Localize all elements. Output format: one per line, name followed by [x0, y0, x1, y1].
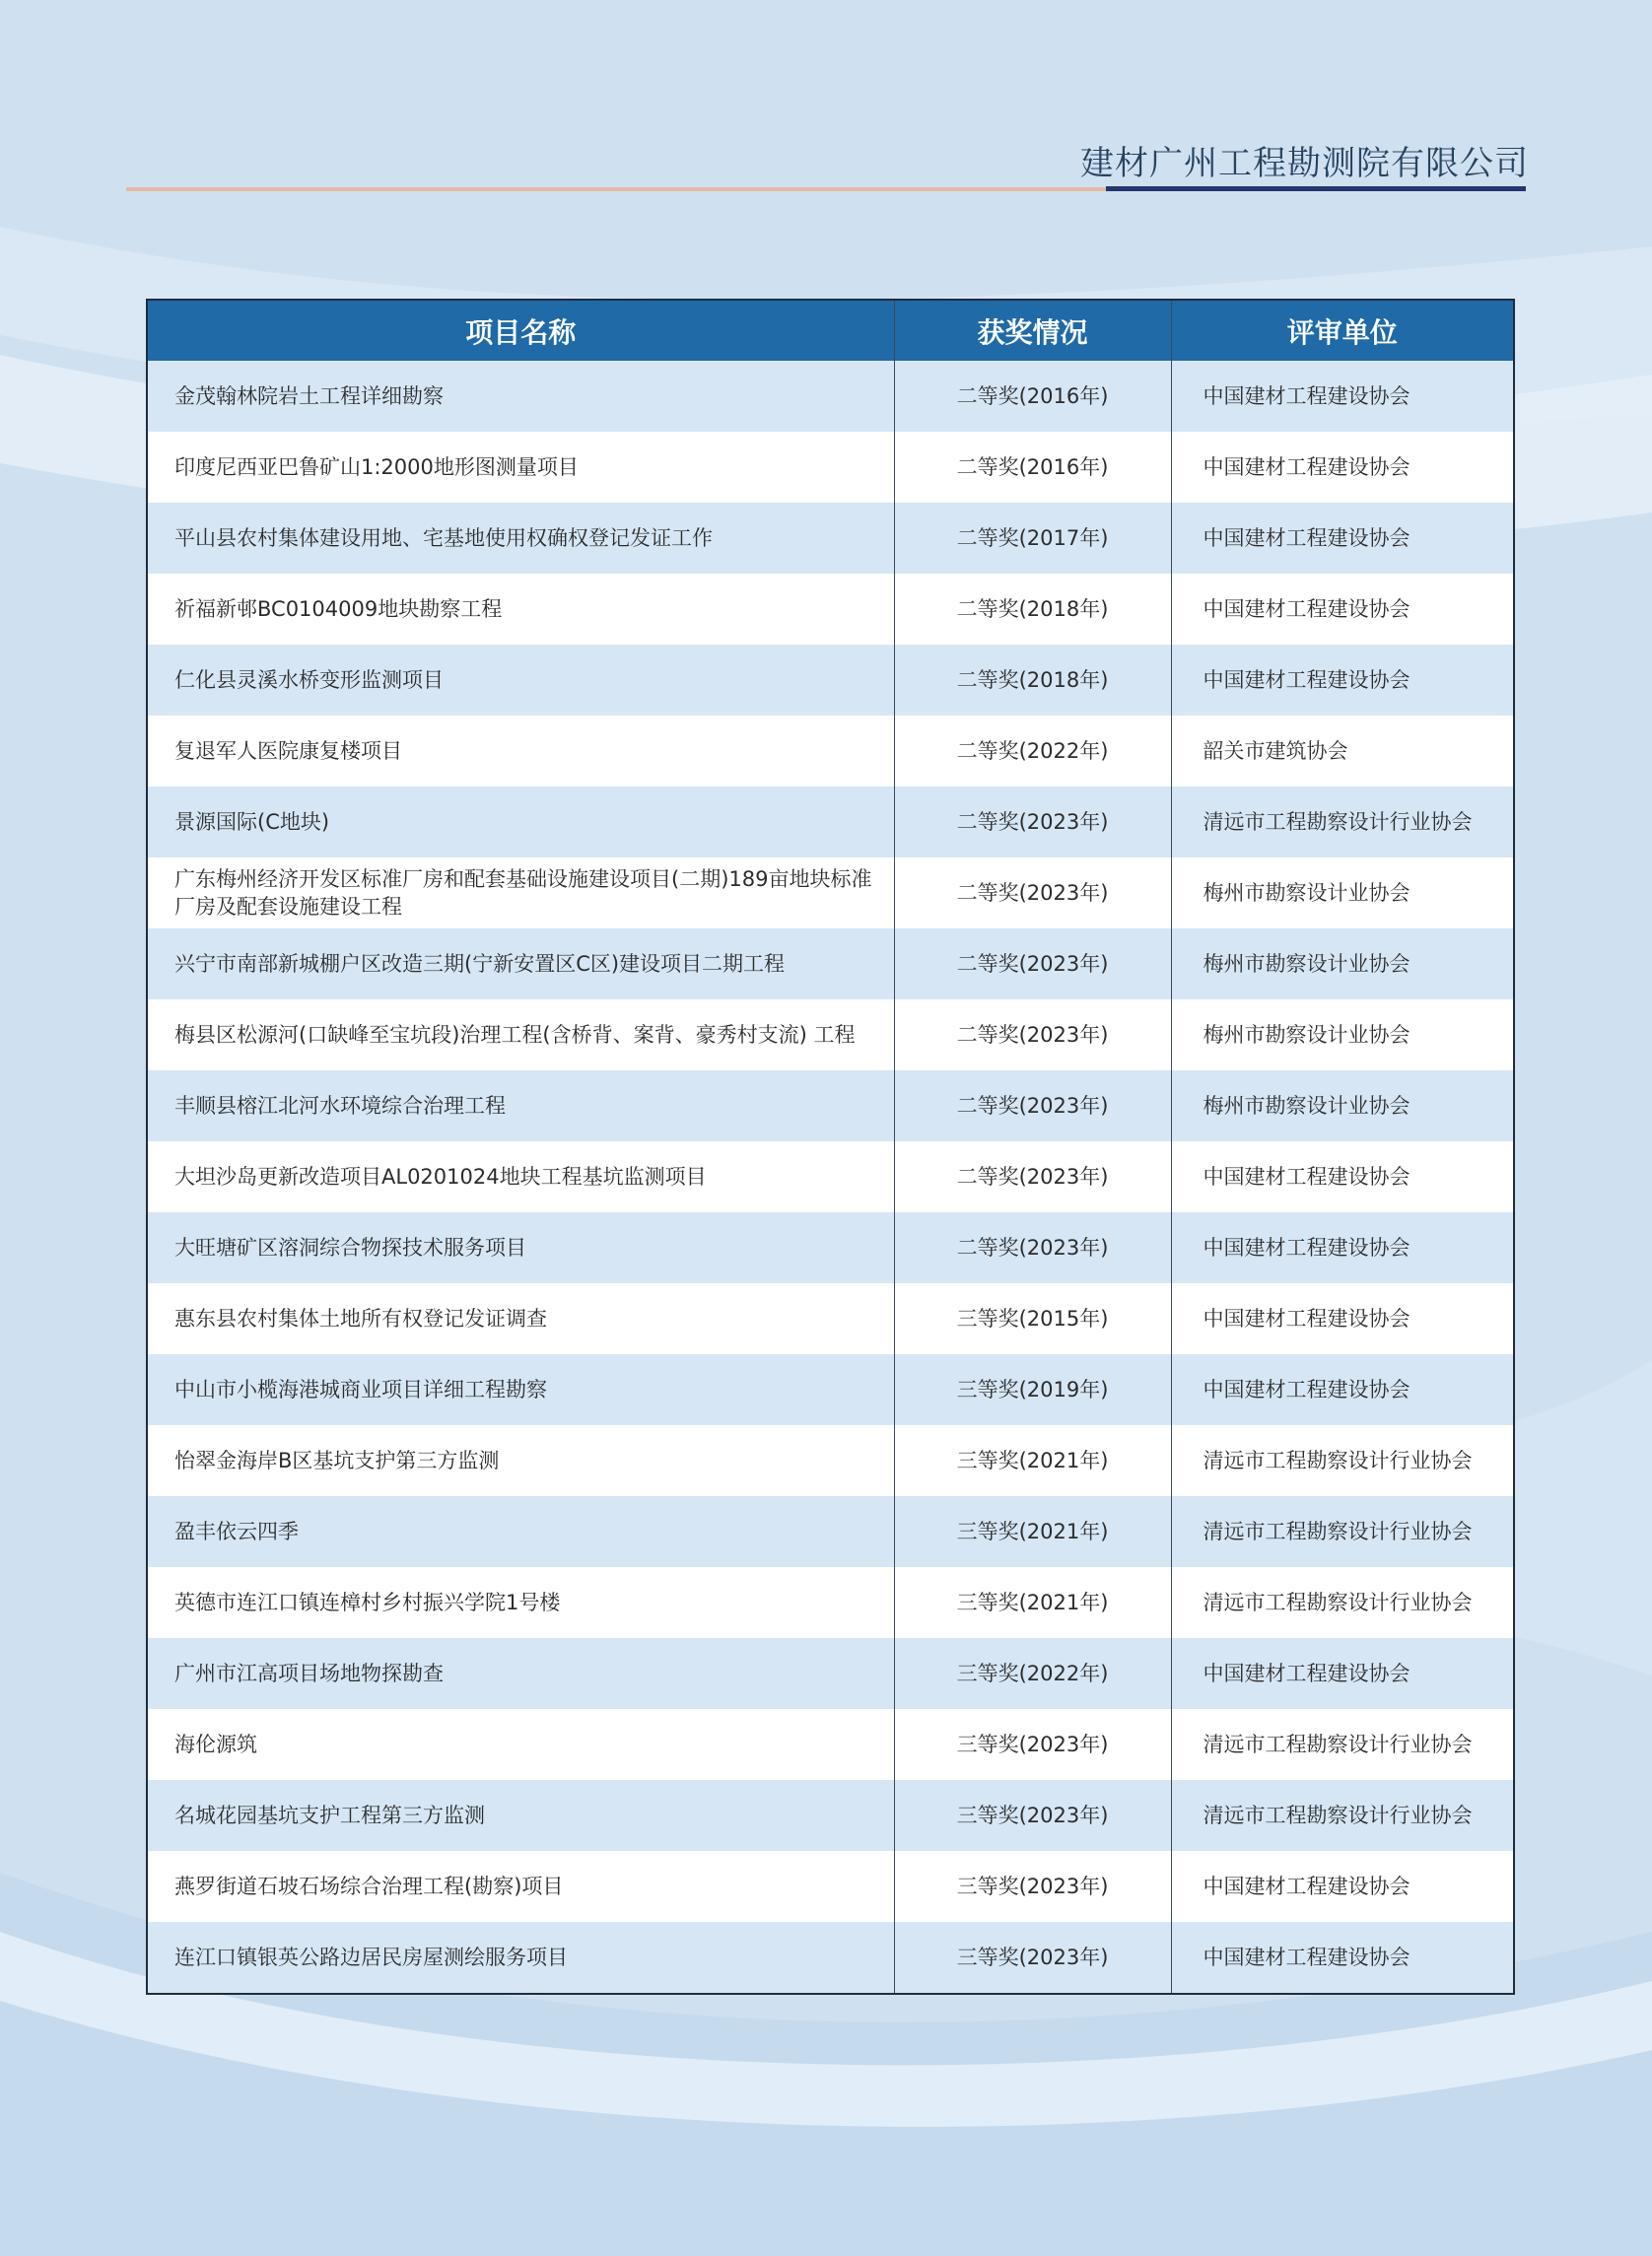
award-cell: 三等奖(2021年): [894, 1425, 1171, 1496]
project-name-cell: 复退军人医院康复楼项目: [147, 716, 894, 786]
table-row: [147, 1425, 1514, 1496]
project-name-cell: 怡翠金海岸B区基坑支护第三方监测: [147, 1425, 894, 1496]
review-unit-cell: 中国建材工程建设协会: [1171, 361, 1514, 432]
award-cell: 三等奖(2015年): [894, 1283, 1171, 1354]
project-name-cell: 仁化县灵溪水桥变形监测项目: [147, 645, 894, 716]
project-name-cell: 海伦源筑: [147, 1709, 894, 1780]
table-row: [147, 1070, 1514, 1141]
review-unit-cell: 中国建材工程建设协会: [1171, 1354, 1514, 1425]
table-row: [147, 999, 1514, 1070]
awards-table: [146, 299, 1515, 1995]
table-row: [147, 1922, 1514, 1994]
review-unit-cell: 中国建材工程建设协会: [1171, 645, 1514, 716]
award-cell: 二等奖(2023年): [894, 1212, 1171, 1283]
award-cell: 三等奖(2021年): [894, 1567, 1171, 1638]
header-review-unit: 评审单位: [1171, 300, 1514, 361]
table-row: [147, 645, 1514, 716]
award-cell: 二等奖(2023年): [894, 786, 1171, 857]
review-unit-cell: 中国建材工程建设协会: [1171, 1212, 1514, 1283]
table-row: [147, 1212, 1514, 1283]
project-name-cell: 英德市连江口镇连樟村乡村振兴学院1号楼: [147, 1567, 894, 1638]
table-row: [147, 1638, 1514, 1709]
table-row: [147, 857, 1514, 928]
award-cell: 二等奖(2023年): [894, 928, 1171, 999]
award-cell: 二等奖(2023年): [894, 1070, 1171, 1141]
review-unit-cell: 清远市工程勘察设计行业协会: [1171, 786, 1514, 857]
table-row: [147, 1496, 1514, 1567]
project-name-cell: 大旺塘矿区溶洞综合物探技术服务项目: [147, 1212, 894, 1283]
project-name-cell: 中山市小榄海港城商业项目详细工程勘察: [147, 1354, 894, 1425]
review-unit-cell: 梅州市勘察设计业协会: [1171, 857, 1514, 928]
header-award: 获奖情况: [894, 300, 1171, 361]
award-cell: 二等奖(2023年): [894, 999, 1171, 1070]
review-unit-cell: 梅州市勘察设计业协会: [1171, 928, 1514, 999]
project-name-cell: 印度尼西亚巴鲁矿山1:2000地形图测量项目: [147, 432, 894, 503]
header-project-name: 项目名称: [147, 300, 894, 361]
table-row: [147, 1709, 1514, 1780]
table-row: [147, 1141, 1514, 1212]
project-name-cell: 惠东县农村集体土地所有权登记发证调查: [147, 1283, 894, 1354]
award-cell: 二等奖(2016年): [894, 361, 1171, 432]
award-cell: 三等奖(2022年): [894, 1638, 1171, 1709]
project-name-cell: 平山县农村集体建设用地、宅基地使用权确权登记发证工作: [147, 503, 894, 574]
company-name: 建材广州工程勘测院有限公司: [1080, 144, 1529, 183]
award-cell: 二等奖(2016年): [894, 432, 1171, 503]
table-row: [147, 1354, 1514, 1425]
table-row: [147, 716, 1514, 786]
project-name-cell: 兴宁市南部新城棚户区改造三期(宁新安置区C区)建设项目二期工程: [147, 928, 894, 999]
table-row: [147, 1780, 1514, 1851]
project-name-cell: 梅县区松源河(口缺峰至宝坑段)治理工程(含桥背、案背、豪秀村支流) 工程: [147, 999, 894, 1070]
project-name-cell: 丰顺县榕江北河水环境综合治理工程: [147, 1070, 894, 1141]
review-unit-cell: 中国建材工程建设协会: [1171, 1141, 1514, 1212]
table-row: [147, 503, 1514, 574]
project-name-cell: 大坦沙岛更新改造项目AL0201024地块工程基坑监测项目: [147, 1141, 894, 1212]
project-name-cell: 连江口镇银英公路边居民房屋测绘服务项目: [147, 1922, 894, 1994]
award-cell: 二等奖(2018年): [894, 645, 1171, 716]
table-row: [147, 574, 1514, 645]
review-unit-cell: 中国建材工程建设协会: [1171, 432, 1514, 503]
table-row: [147, 361, 1514, 432]
award-cell: 三等奖(2023年): [894, 1922, 1171, 1994]
award-cell: 二等奖(2017年): [894, 503, 1171, 574]
table-row: [147, 432, 1514, 503]
award-cell: 三等奖(2023年): [894, 1780, 1171, 1851]
review-unit-cell: 中国建材工程建设协会: [1171, 574, 1514, 645]
table-row: [147, 786, 1514, 857]
award-cell: 三等奖(2023年): [894, 1851, 1171, 1922]
award-cell: 三等奖(2023年): [894, 1709, 1171, 1780]
review-unit-cell: 中国建材工程建设协会: [1171, 1851, 1514, 1922]
review-unit-cell: 清远市工程勘察设计行业协会: [1171, 1425, 1514, 1496]
table-header-row: [147, 300, 1514, 361]
review-unit-cell: 梅州市勘察设计业协会: [1171, 1070, 1514, 1141]
project-name-cell: 盈丰依云四季: [147, 1496, 894, 1567]
project-name-cell: 燕罗街道石坡石场综合治理工程(勘察)项目: [147, 1851, 894, 1922]
table-row: [147, 928, 1514, 999]
table-row: [147, 1851, 1514, 1922]
project-name-cell: 祈福新邨BC0104009地块勘察工程: [147, 574, 894, 645]
award-cell: 二等奖(2022年): [894, 716, 1171, 786]
table-row: [147, 1283, 1514, 1354]
award-cell: 二等奖(2023年): [894, 857, 1171, 928]
award-cell: 二等奖(2023年): [894, 1141, 1171, 1212]
review-unit-cell: 清远市工程勘察设计行业协会: [1171, 1496, 1514, 1567]
award-cell: 二等奖(2018年): [894, 574, 1171, 645]
review-unit-cell: 中国建材工程建设协会: [1171, 1283, 1514, 1354]
review-unit-cell: 中国建材工程建设协会: [1171, 503, 1514, 574]
award-cell: 三等奖(2019年): [894, 1354, 1171, 1425]
review-unit-cell: 梅州市勘察设计业协会: [1171, 999, 1514, 1070]
project-name-cell: 名城花园基坑支护工程第三方监测: [147, 1780, 894, 1851]
review-unit-cell: 中国建材工程建设协会: [1171, 1922, 1514, 1994]
review-unit-cell: 清远市工程勘察设计行业协会: [1171, 1709, 1514, 1780]
review-unit-cell: 中国建材工程建设协会: [1171, 1638, 1514, 1709]
header-rule-right: [1106, 186, 1526, 191]
project-name-cell: 景源国际(C地块): [147, 786, 894, 857]
review-unit-cell: 清远市工程勘察设计行业协会: [1171, 1567, 1514, 1638]
project-name-cell: 广东梅州经济开发区标准厂房和配套基础设施建设项目(二期)189亩地块标准厂房及配套设施建设工程: [147, 857, 894, 928]
review-unit-cell: 韶关市建筑协会: [1171, 716, 1514, 786]
table-row: [147, 1567, 1514, 1638]
header-rule-left: [126, 187, 1106, 191]
project-name-cell: 广州市江高项目场地物探勘查: [147, 1638, 894, 1709]
award-cell: 三等奖(2021年): [894, 1496, 1171, 1567]
project-name-cell: 金茂翰林院岩土工程详细勘察: [147, 361, 894, 432]
review-unit-cell: 清远市工程勘察设计行业协会: [1171, 1780, 1514, 1851]
